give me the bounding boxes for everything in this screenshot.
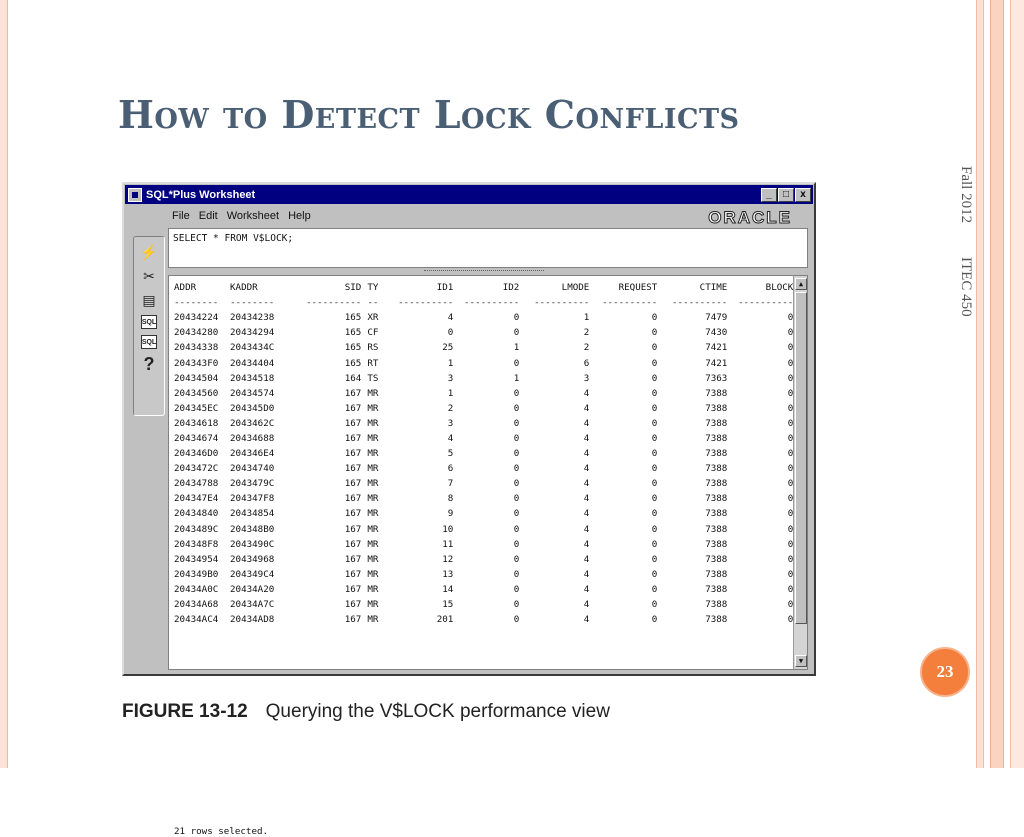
scroll-up-icon[interactable]: ▲ <box>795 278 807 290</box>
run-local-sql-icon[interactable]: SQL <box>141 335 157 349</box>
separator-row-cell: ---------- <box>534 297 590 309</box>
table-row-cell: 167 <box>344 402 362 414</box>
header-row-cell: SID <box>344 282 362 294</box>
table-row-cell: 0 <box>513 508 520 520</box>
table-row-cell: 0 <box>651 448 658 460</box>
table-row-cell: MR <box>367 387 379 399</box>
header-row-cell: ADDR <box>174 282 197 294</box>
table-row-cell: RS <box>367 342 379 354</box>
side-text-term: Fall 2012 <box>958 166 974 224</box>
table-row-cell: 0 <box>513 523 520 535</box>
separator-row-cell: -------- <box>174 297 219 309</box>
header-row-cell: TY <box>367 282 379 294</box>
table-row-cell: 4 <box>583 583 590 595</box>
table-row-cell: 20434224 <box>174 312 219 324</box>
table-row-cell: 7421 <box>705 357 728 369</box>
table-row-cell: 11 <box>442 538 454 550</box>
menu-file[interactable]: File <box>172 210 190 222</box>
table-row-cell: 2043490C <box>230 538 275 550</box>
table-row-cell: 7388 <box>705 538 728 550</box>
table-row-cell: 20434338 <box>174 342 219 354</box>
rows-selected-message: 21 rows selected. <box>174 826 269 837</box>
table-row-cell: 0 <box>651 387 658 399</box>
table-row-cell: 4 <box>583 463 590 475</box>
table-row-cell: 204348B0 <box>230 523 275 535</box>
table-row-cell: 204343F0 <box>174 357 219 369</box>
table-row-cell: 20434AD8 <box>230 614 275 626</box>
table-row-cell: 7388 <box>705 493 728 505</box>
table-row-cell: 7421 <box>705 342 728 354</box>
table-row-cell: 1 <box>447 357 454 369</box>
table-row-cell: 15 <box>442 599 454 611</box>
table-row-cell: 4 <box>447 312 454 324</box>
help-icon[interactable]: ? <box>143 353 155 374</box>
table-row-cell: 0 <box>787 568 794 580</box>
table-row-cell: 2043489C <box>174 523 219 535</box>
separator-row-cell: ---------- <box>738 297 794 309</box>
table-row-cell: 4 <box>447 432 454 444</box>
table-row-cell: 2 <box>583 342 590 354</box>
table-row-cell: 14 <box>442 583 454 595</box>
table-row-cell: 0 <box>513 387 520 399</box>
table-row-cell: 3 <box>447 372 454 384</box>
separator-row-cell: ---------- <box>306 297 362 309</box>
table-row-cell: 20434618 <box>174 417 219 429</box>
table-row-cell: MR <box>367 432 379 444</box>
caption-label: FIGURE 13-12 <box>122 701 248 722</box>
table-row-cell: 0 <box>787 478 794 490</box>
table-row-cell: 167 <box>344 599 362 611</box>
table-row-cell: 20434AC4 <box>174 614 219 626</box>
caption-text: Querying the V$LOCK performance view <box>265 701 610 722</box>
table-row-cell: MR <box>367 583 379 595</box>
table-row-cell: 6 <box>447 463 454 475</box>
table-row-cell: 164 <box>344 372 362 384</box>
table-row-cell: 0 <box>513 599 520 611</box>
table-row-cell: 20434518 <box>230 372 275 384</box>
table-row-cell: XR <box>367 312 379 324</box>
table-row <box>174 401 793 416</box>
table-row <box>174 537 793 552</box>
table-row-cell: 7388 <box>705 387 728 399</box>
table-row-cell: 25 <box>442 342 454 354</box>
table-row-cell: 20434688 <box>230 432 275 444</box>
table-row <box>174 371 793 386</box>
table-row-cell: RT <box>367 357 379 369</box>
table-row-cell: 20434740 <box>230 463 275 475</box>
window-title: SQL*Plus Worksheet <box>146 188 256 201</box>
table-row-cell: 204347E4 <box>174 493 219 505</box>
table-row-cell: 4 <box>583 417 590 429</box>
table-row-cell: MR <box>367 402 379 414</box>
table-row-cell: 20434A20 <box>230 583 275 595</box>
table-row-cell: 0 <box>513 357 520 369</box>
table-row <box>174 522 793 537</box>
header-row <box>174 280 793 295</box>
table-row-cell: 204347F8 <box>230 493 275 505</box>
table-row-cell: MR <box>367 568 379 580</box>
table-row-cell: 0 <box>651 493 658 505</box>
table-row-cell: 0 <box>447 327 454 339</box>
table-row-cell: 13 <box>442 568 454 580</box>
table-row-cell: 7 <box>447 478 454 490</box>
table-row-cell: 0 <box>651 327 658 339</box>
table-row-cell: 20434788 <box>174 478 219 490</box>
table-row-cell: 4 <box>583 478 590 490</box>
table-row-cell: MR <box>367 538 379 550</box>
table-row-cell: 7388 <box>705 583 728 595</box>
header-row-cell: KADDR <box>230 282 258 294</box>
table-row-cell: 167 <box>344 432 362 444</box>
table-row <box>174 491 793 506</box>
table-row-cell: 167 <box>344 417 362 429</box>
table-row-cell: 20434294 <box>230 327 275 339</box>
table-row <box>174 461 793 476</box>
table-row-cell: 7388 <box>705 463 728 475</box>
table-row-cell: 204345EC <box>174 402 219 414</box>
table-row-cell: 0 <box>651 478 658 490</box>
table-row-cell: 0 <box>787 523 794 535</box>
table-row-cell: 7388 <box>705 508 728 520</box>
table-row-cell: 204346D0 <box>174 448 219 460</box>
results-table <box>174 280 793 627</box>
table-row-cell: 0 <box>513 583 520 595</box>
table-row-cell: 9 <box>447 508 454 520</box>
table-row-cell: 0 <box>651 568 658 580</box>
table-row-cell: 7388 <box>705 523 728 535</box>
table-row-cell: 0 <box>513 312 520 324</box>
table-row-cell: MR <box>367 523 379 535</box>
table-row <box>174 446 793 461</box>
table-row-cell: 7388 <box>705 478 728 490</box>
table-row <box>174 506 793 521</box>
table-row-cell: 0 <box>651 432 658 444</box>
table-row-cell: 2043462C <box>230 417 275 429</box>
side-text <box>950 166 974 356</box>
table-row-cell: MR <box>367 448 379 460</box>
side-toolbar <box>133 236 165 416</box>
table-row-cell: 20434A7C <box>230 599 275 611</box>
table-row-cell: 2043472C <box>174 463 219 475</box>
table-row-cell: 7430 <box>705 327 728 339</box>
close-button[interactable]: x <box>795 188 811 202</box>
table-row <box>174 386 793 401</box>
table-row-cell: 7388 <box>705 553 728 565</box>
table-row <box>174 416 793 431</box>
table-row-cell: 167 <box>344 583 362 595</box>
table-row-cell: 0 <box>513 568 520 580</box>
table-row-cell: 167 <box>344 568 362 580</box>
table-row-cell: 0 <box>513 614 520 626</box>
table-row-cell: 2043479C <box>230 478 275 490</box>
table-row-cell: MR <box>367 553 379 565</box>
table-row <box>174 325 793 340</box>
disconnect-icon[interactable]: ✂ <box>143 267 155 284</box>
table-row-cell: 165 <box>344 357 362 369</box>
table-row-cell: 4 <box>583 599 590 611</box>
table-row-cell: 0 <box>787 538 794 550</box>
table-row-cell: 0 <box>651 463 658 475</box>
table-row-cell: 4 <box>583 448 590 460</box>
table-row-cell: 20434504 <box>174 372 219 384</box>
table-row <box>174 552 793 567</box>
table-row-cell: 20434280 <box>174 327 219 339</box>
table-row-cell: 204345D0 <box>230 402 275 414</box>
table-row-cell: 0 <box>787 583 794 595</box>
table-row-cell: 0 <box>787 402 794 414</box>
table-row-cell: 0 <box>651 538 658 550</box>
table-row-cell: MR <box>367 478 379 490</box>
table-row-cell: 0 <box>651 342 658 354</box>
header-row-cell: LMODE <box>561 282 590 294</box>
table-row-cell: 0 <box>787 493 794 505</box>
table-row <box>174 310 793 325</box>
table-row-cell: 204346E4 <box>230 448 275 460</box>
table-row <box>174 431 793 446</box>
table-row-cell: 2043434C <box>230 342 275 354</box>
table-row-cell: 0 <box>513 448 520 460</box>
table-row-cell: 4 <box>583 553 590 565</box>
connect-icon[interactable]: ⚡ <box>140 243 158 260</box>
table-row-cell: 0 <box>787 357 794 369</box>
table-row-cell: 7388 <box>705 417 728 429</box>
side-text-course: ITEC 450 <box>958 256 974 317</box>
table-row-cell: MR <box>367 599 379 611</box>
menu-edit[interactable]: Edit <box>198 210 218 222</box>
table-row-cell: 20434A0C <box>174 583 219 595</box>
table-row-cell: 0 <box>787 463 794 475</box>
maximize-button[interactable]: □ <box>778 188 794 202</box>
figure-caption <box>122 701 610 723</box>
table-row-cell: 0 <box>513 538 520 550</box>
table-row-cell: 0 <box>513 478 520 490</box>
table-row-cell: 4 <box>583 568 590 580</box>
table-row-cell: 20434854 <box>230 508 275 520</box>
table-row-cell: 4 <box>583 387 590 399</box>
app-icon <box>128 188 142 202</box>
table-row-cell: 12 <box>442 553 454 565</box>
table-row-cell: 165 <box>344 342 362 354</box>
table-row-cell: 20434A68 <box>174 599 219 611</box>
table-row-cell: 6 <box>583 357 590 369</box>
separator-row <box>174 295 793 310</box>
table-row-cell: 167 <box>344 463 362 475</box>
table-row-cell: 0 <box>651 402 658 414</box>
header-row-cell: ID1 <box>436 282 454 294</box>
table-row-cell: 0 <box>513 417 520 429</box>
table-row <box>174 567 793 582</box>
table-row-cell: 165 <box>344 312 362 324</box>
table-row-cell: 204349C4 <box>230 568 275 580</box>
sql-editor[interactable]: SELECT * FROM V$LOCK; <box>168 228 808 268</box>
table-row-cell: MR <box>367 417 379 429</box>
table-row-cell: 7388 <box>705 402 728 414</box>
table-row-cell: 165 <box>344 327 362 339</box>
header-row-cell: REQUEST <box>618 282 658 294</box>
table-row-cell: 0 <box>651 614 658 626</box>
page-number-badge: 23 <box>920 647 970 697</box>
table-row-cell: 0 <box>651 417 658 429</box>
table-row-cell: 4 <box>583 508 590 520</box>
table-row-cell: 167 <box>344 538 362 550</box>
separator-row-cell: -------- <box>230 297 275 309</box>
table-row-cell: 0 <box>787 432 794 444</box>
table-row-cell: 4 <box>583 614 590 626</box>
table-row <box>174 612 793 627</box>
table-row-cell: 0 <box>651 599 658 611</box>
table-row-cell: 0 <box>787 448 794 460</box>
table-row-cell: 7388 <box>705 568 728 580</box>
scroll-thumb[interactable] <box>795 292 807 624</box>
table-row-cell: 20434674 <box>174 432 219 444</box>
table-row-cell: 0 <box>513 432 520 444</box>
table-row <box>174 355 793 370</box>
table-row <box>174 582 793 597</box>
table-row-cell: 4 <box>583 493 590 505</box>
table-row-cell: 7388 <box>705 448 728 460</box>
separator-row-cell: -- <box>367 297 379 309</box>
table-row-cell: 7388 <box>705 614 728 626</box>
table-row-cell: 4 <box>583 538 590 550</box>
table-row-cell: 4 <box>583 402 590 414</box>
table-row-cell: 1 <box>513 342 520 354</box>
table-row-cell: 4 <box>583 523 590 535</box>
command-history-icon[interactable]: ▤ <box>142 291 156 308</box>
table-row-cell: 167 <box>344 493 362 505</box>
table-row <box>174 597 793 612</box>
table-row-cell: TS <box>367 372 379 384</box>
table-row-cell: 0 <box>651 583 658 595</box>
table-row-cell: 0 <box>651 312 658 324</box>
table-row-cell: 0 <box>787 417 794 429</box>
slide-title: How to Detect Lock Conflicts <box>118 92 740 137</box>
table-row-cell: 167 <box>344 614 362 626</box>
table-row-cell: 4 <box>583 432 590 444</box>
table-row-cell: 0 <box>787 387 794 399</box>
table-row-cell: 1 <box>447 387 454 399</box>
table-row-cell: 0 <box>513 402 520 414</box>
pane-splitter[interactable] <box>424 270 544 274</box>
menu-worksheet[interactable]: Worksheet <box>226 210 280 222</box>
table-row-cell: 1 <box>513 372 520 384</box>
table-row-cell: 5 <box>447 448 454 460</box>
table-row-cell: 0 <box>787 614 794 626</box>
table-row-cell: MR <box>367 463 379 475</box>
table-row-cell: 2 <box>447 402 454 414</box>
menu-bar <box>172 210 311 222</box>
header-row-cell: CTIME <box>699 282 728 294</box>
table-row-cell: 204349B0 <box>174 568 219 580</box>
table-row-cell: 3 <box>583 372 590 384</box>
table-row-cell: 1 <box>583 312 590 324</box>
separator-row-cell: ---------- <box>464 297 520 309</box>
header-row-cell: BLOCK <box>765 282 794 294</box>
table-row-cell: 167 <box>344 478 362 490</box>
table-row-cell: 0 <box>651 523 658 535</box>
table-row-cell: 20434574 <box>230 387 275 399</box>
table-row-cell: 167 <box>344 448 362 460</box>
oracle-logo: ORACLE <box>708 208 792 227</box>
table-row-cell: 167 <box>344 387 362 399</box>
menu-help[interactable]: Help <box>288 210 311 222</box>
table-row <box>174 340 793 355</box>
table-row-cell: 0 <box>787 312 794 324</box>
separator-row-cell: ---------- <box>602 297 658 309</box>
table-row-cell: 0 <box>651 508 658 520</box>
table-row-cell: 7479 <box>705 312 728 324</box>
scroll-down-icon[interactable]: ▼ <box>795 655 807 667</box>
run-sql-icon[interactable]: SQL <box>141 315 157 329</box>
table-row-cell: 2 <box>583 327 590 339</box>
table-row-cell: 0 <box>787 599 794 611</box>
table-row-cell: 7388 <box>705 599 728 611</box>
table-row-cell: CF <box>367 327 379 339</box>
table-row-cell: 0 <box>651 553 658 565</box>
table-row-cell: 0 <box>513 493 520 505</box>
table-row-cell: 8 <box>447 493 454 505</box>
separator-row-cell: ---------- <box>398 297 454 309</box>
table-row-cell: MR <box>367 493 379 505</box>
minimize-button[interactable]: _ <box>761 188 777 202</box>
table-row-cell: 20434404 <box>230 357 275 369</box>
table-row-cell: 201 <box>436 614 454 626</box>
table-row-cell: 20434238 <box>230 312 275 324</box>
table-row-cell: 3 <box>447 417 454 429</box>
table-row-cell: 7363 <box>705 372 728 384</box>
right-stripes-decoration <box>976 0 1024 768</box>
table-row-cell: 0 <box>787 508 794 520</box>
table-row-cell: 167 <box>344 523 362 535</box>
table-row <box>174 476 793 491</box>
table-row-cell: MR <box>367 614 379 626</box>
table-row-cell: 20434968 <box>230 553 275 565</box>
table-row-cell: 20434840 <box>174 508 219 520</box>
table-row-cell: 20434954 <box>174 553 219 565</box>
table-row-cell: 0 <box>513 327 520 339</box>
table-row-cell: 7388 <box>705 432 728 444</box>
results-scrollbar[interactable] <box>793 276 807 669</box>
left-border-decoration <box>0 0 8 768</box>
table-row-cell: 167 <box>344 508 362 520</box>
table-row-cell: 0 <box>651 357 658 369</box>
table-row-cell: 167 <box>344 553 362 565</box>
table-row-cell: 204348F8 <box>174 538 219 550</box>
header-row-cell: ID2 <box>502 282 520 294</box>
table-row-cell: 0 <box>787 342 794 354</box>
window-titlebar[interactable] <box>125 185 813 204</box>
table-row-cell: 0 <box>787 553 794 565</box>
table-row-cell: MR <box>367 508 379 520</box>
table-row-cell: 10 <box>442 523 454 535</box>
separator-row-cell: ---------- <box>672 297 728 309</box>
table-row-cell: 0 <box>787 327 794 339</box>
table-row-cell: 0 <box>787 372 794 384</box>
table-row-cell: 0 <box>651 372 658 384</box>
table-row-cell: 20434560 <box>174 387 219 399</box>
table-row-cell: 0 <box>513 553 520 565</box>
table-row-cell: 0 <box>513 463 520 475</box>
